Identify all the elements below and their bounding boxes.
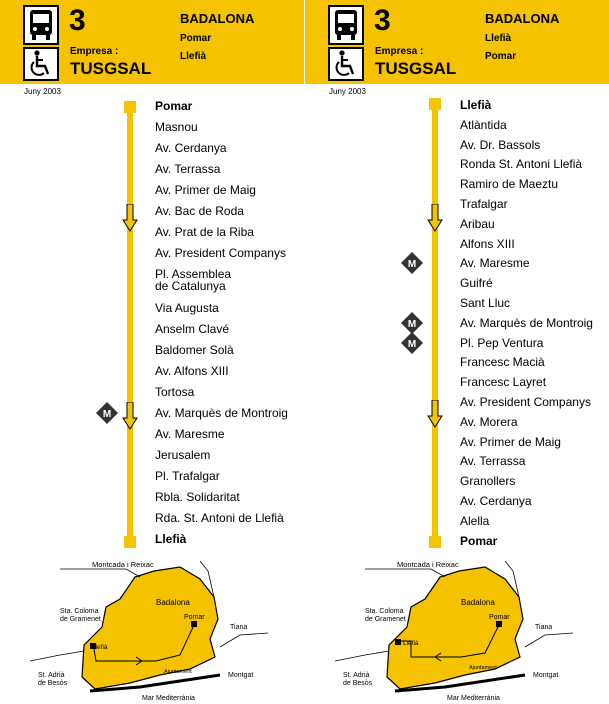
direction-arrow-icon: [122, 204, 138, 232]
stop-item: Ramiro de Maeztu: [460, 177, 559, 192]
stop-item: Masnou: [155, 120, 198, 134]
empresa-name: TUSGSAL: [70, 59, 152, 78]
direction-from: Pomar: [180, 33, 212, 44]
stop-item: Granollers: [460, 474, 516, 489]
map-label-st-adria: St. Adrià de Besòs: [343, 672, 373, 687]
map-label-montgat: Montgat: [533, 672, 559, 679]
date-label: Juny 2003: [24, 87, 61, 96]
map-label-llefia: Llefià: [92, 644, 108, 651]
stop-item: Baldomer Solà: [155, 343, 234, 357]
stop-item: Atlàntida: [460, 117, 507, 132]
stop-item: Av. Dr. Bassols: [460, 137, 541, 152]
direction-from: Llefià: [485, 33, 512, 44]
stop-item: Alfons XIII: [460, 236, 515, 251]
route-start-marker: [124, 101, 136, 113]
stop-item: Av. Morera: [460, 414, 518, 429]
stop-item: Av. Cerdanya: [460, 494, 532, 508]
direction-arrow-icon: [427, 204, 443, 232]
stop-item: Av. Primer de Maig: [155, 183, 256, 197]
wheelchair-icon: [328, 47, 364, 81]
map-label-sta-coloma: Sta. Coloma de Gramenet: [60, 608, 101, 623]
map-label-badalona: Badalona: [156, 598, 190, 607]
stop-item: Av. Terrassa: [460, 454, 526, 469]
stop-item: Av. Maresme: [155, 427, 225, 441]
svg-text:M: M: [407, 338, 417, 350]
city-name: BADALONA: [485, 11, 560, 26]
stop-item: Av. Alfons XIII: [155, 364, 229, 378]
route-map: [335, 557, 589, 703]
svg-text:M: M: [407, 259, 417, 271]
date-label: Juny 2003: [329, 87, 366, 96]
stop-item: Rbla. Solidaritat: [155, 490, 240, 504]
stop-item: Jerusalem: [155, 448, 211, 462]
stop-item: Av. Bac de Roda: [155, 204, 244, 218]
stop-item: Tortosa: [155, 385, 195, 399]
stop-item: Av. Marquès de Montroig: [460, 315, 593, 330]
map-label-montcada: Montcada i Reixac: [397, 560, 459, 569]
wheelchair-icon: [23, 47, 59, 81]
stop-item: Via Augusta: [155, 301, 219, 315]
stop-item: Rda. St. Antoni de Llefià: [155, 511, 284, 525]
metro-icon: [401, 332, 423, 354]
route-panel-llefia-pomar: [305, 0, 609, 704]
direction-to: Llefià: [180, 51, 207, 62]
empresa-label: Empresa :: [70, 46, 119, 57]
metro-icon: [401, 312, 423, 334]
map-label-ajuntament: Ajuntament: [469, 665, 497, 671]
stop-item: Francesc Macià: [460, 355, 545, 370]
stop-item: Pomar: [155, 99, 193, 113]
stop-item: Av. Prat de la Riba: [155, 225, 254, 239]
route-header: [305, 0, 609, 84]
direction-arrow-icon: [427, 400, 443, 428]
stop-item: Sant Lluc: [460, 296, 511, 310]
svg-text:M: M: [102, 409, 112, 420]
empresa-name: TUSGSAL: [375, 59, 457, 78]
route-end-marker: [124, 536, 136, 548]
stop-item: Pl. Assemblea de Catalunya: [155, 267, 232, 293]
stop-item: Francesc Layret: [460, 375, 547, 390]
stop-item: Aribau: [460, 216, 495, 231]
line-number: 3: [69, 4, 86, 37]
stop-item: Pl. Trafalgar: [155, 469, 220, 483]
map-label-ajuntament: Ajuntament: [164, 669, 192, 675]
metro-icon: [401, 252, 423, 274]
route-map: [30, 557, 284, 703]
map-label-tiana: Tiana: [230, 624, 248, 631]
metro-icon: [96, 402, 118, 424]
map-label-sta-coloma: Sta. Coloma de Gramenet: [365, 608, 406, 623]
stop-item: Trafalgar: [460, 197, 508, 211]
svg-text:M: M: [407, 318, 417, 330]
route-line: [127, 108, 133, 540]
map-label-pomar: Pomar: [489, 614, 510, 621]
line-number: 3: [374, 4, 391, 37]
map-label-st-adria: St. Adrià de Besòs: [38, 672, 68, 687]
stop-item: Av. President Companys: [460, 395, 591, 409]
map-label-llefia: Llefià: [403, 640, 419, 647]
bus-icon: [328, 5, 364, 45]
map-label-montgat: Montgat: [228, 672, 254, 679]
stop-item: Pl. Pep Ventura: [460, 335, 544, 350]
direction-to: Pomar: [485, 51, 517, 62]
stop-item: Llefià: [460, 98, 492, 112]
map-label-badalona: Badalona: [461, 598, 495, 607]
stop-item: Av. Terrassa: [155, 162, 221, 176]
map-label-mar: Mar Mediterrània: [447, 695, 500, 702]
map-label-mar: Mar Mediterrània: [142, 695, 195, 702]
map-label-montcada: Montcada i Reixac: [92, 560, 154, 569]
stop-item: Llefià: [155, 532, 187, 546]
stop-item: Av. Primer de Maig: [460, 434, 561, 449]
stop-item: Guifré: [460, 276, 493, 291]
route-header: [0, 0, 304, 84]
stop-item: Av. Maresme: [460, 256, 530, 271]
route-end-marker: [429, 536, 441, 548]
route-line: [432, 108, 438, 540]
route-start-marker: [429, 98, 441, 110]
direction-arrow-icon: [122, 402, 138, 430]
bus-icon: [23, 5, 59, 45]
stop-item: Alella: [460, 513, 490, 528]
map-label-tiana: Tiana: [535, 624, 553, 631]
city-name: BADALONA: [180, 11, 255, 26]
map-label-pomar: Pomar: [184, 614, 205, 621]
stop-item: Av. Cerdanya: [155, 141, 227, 155]
empresa-label: Empresa :: [375, 46, 424, 57]
stop-item: Anselm Clavé: [155, 322, 230, 336]
stop-item: Ronda St. Antoni Llefià: [460, 157, 583, 172]
route-panel-pomar-llefia: [0, 0, 304, 704]
stop-item: Pomar: [460, 533, 498, 548]
stop-item: Av. Marquès de Montroig: [155, 406, 288, 420]
stop-item: Av. President Companys: [155, 246, 286, 260]
